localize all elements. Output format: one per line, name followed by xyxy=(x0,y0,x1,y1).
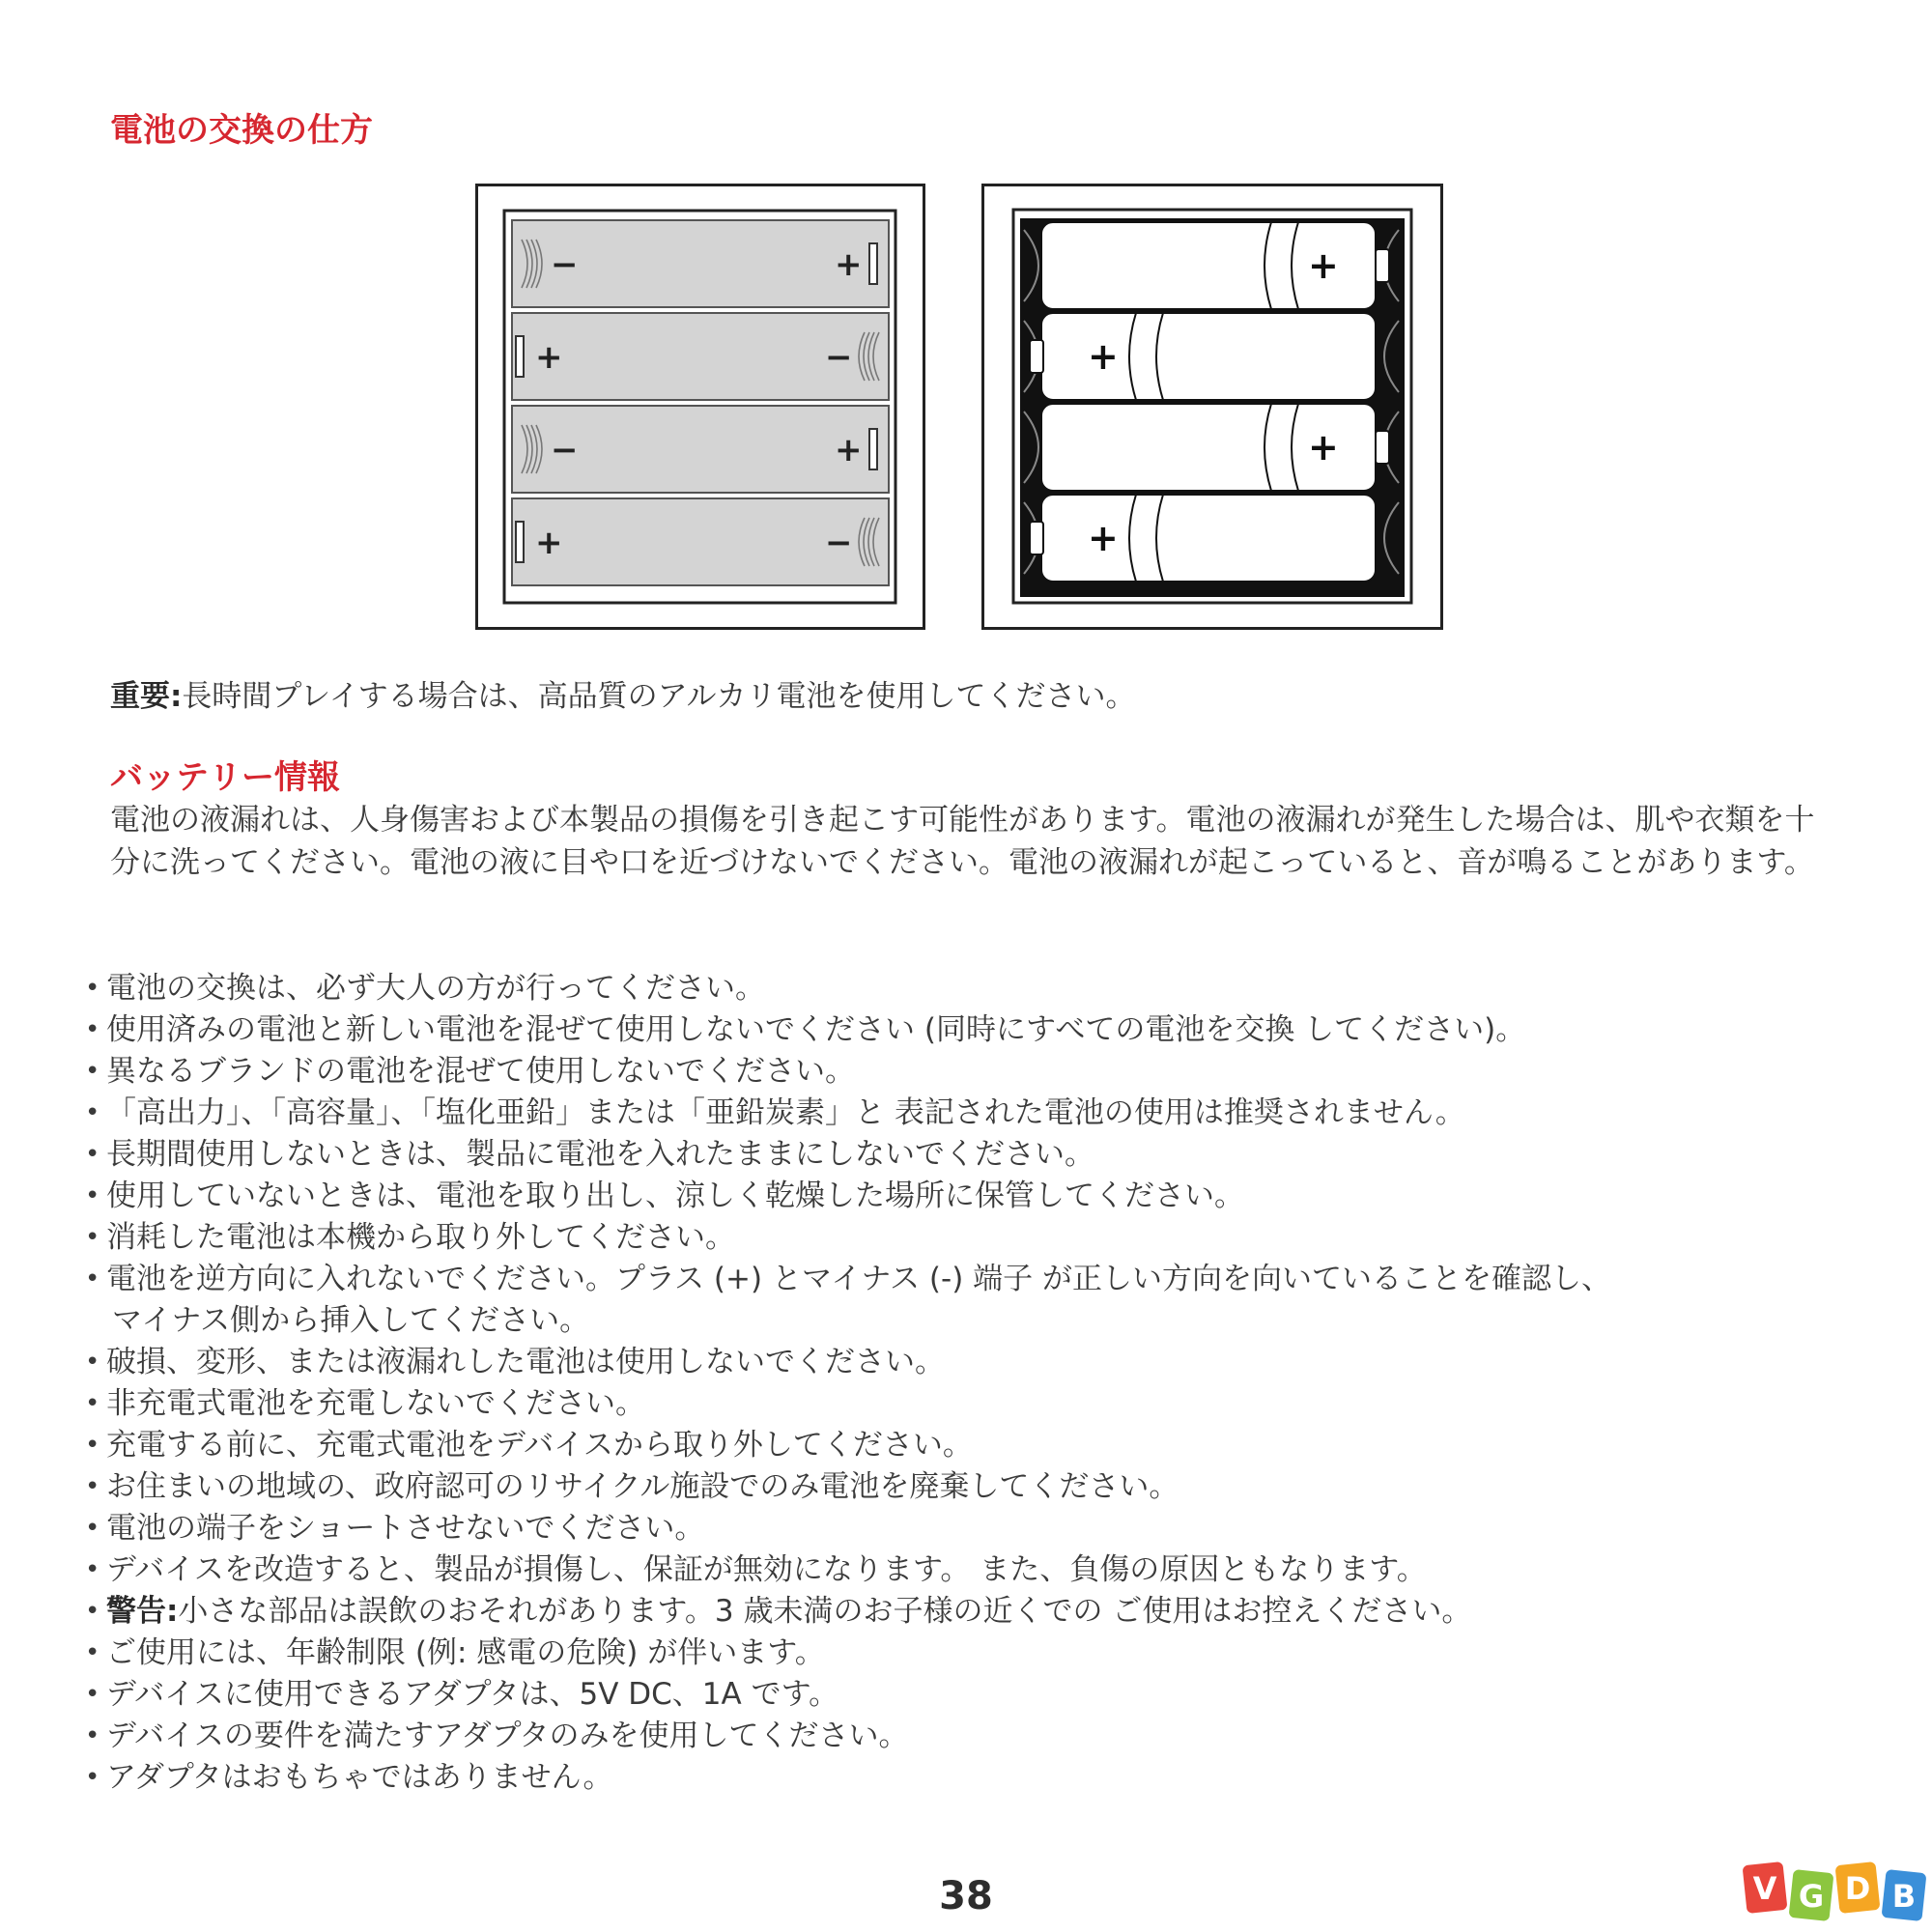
bullet-icon: • xyxy=(85,1264,100,1293)
bullet-icon: • xyxy=(85,1721,100,1750)
list-item-text: デバイスの要件を満たすアダプタのみを使用してください。 xyxy=(106,1719,909,1753)
battery xyxy=(1024,404,1399,491)
terminal-label: + xyxy=(1088,517,1119,559)
watermark-letter xyxy=(1743,1861,1788,1914)
list-item xyxy=(83,1674,1841,1716)
list-item xyxy=(83,1176,1841,1217)
battery-nub-icon xyxy=(1030,522,1043,554)
important-text: 長時間プレイする場合は、高品質のアルカリ電池を使用してください。 xyxy=(182,679,1136,714)
terminal-label: + xyxy=(535,338,563,377)
terminal-label: + xyxy=(1088,335,1119,378)
list-item-text: 消耗した電池は本機から取り外してください。 xyxy=(106,1220,735,1255)
list-item-text: 使用していないときは、電池を取り出し、涼しく乾燥した場所に保管してください。 xyxy=(106,1179,1244,1213)
list-item xyxy=(83,1466,1841,1508)
list-item-text: 電池の端子をショートさせないでください。 xyxy=(106,1511,705,1546)
terminal-label: + xyxy=(1308,244,1339,287)
terminal-label: + xyxy=(535,524,563,562)
bullet-icon: • xyxy=(85,1472,100,1501)
list-item-text: 異なるブランドの電池を混ぜて使用しないでください。 xyxy=(106,1054,855,1089)
list-item-text: アダプタはおもちゃではありません。 xyxy=(106,1760,613,1795)
important-note xyxy=(110,676,1135,717)
battery-slot xyxy=(512,406,889,493)
list-item xyxy=(83,1300,1841,1342)
watermark-letter xyxy=(1835,1861,1881,1914)
bullet-icon: • xyxy=(85,1431,100,1460)
bullet-icon: • xyxy=(85,1348,100,1377)
list-item xyxy=(83,1051,1841,1093)
battery-info-title: バッテリー情報 xyxy=(110,758,340,797)
important-label: 重要: xyxy=(110,679,183,714)
bullet-icon: • xyxy=(85,1389,100,1418)
list-item xyxy=(83,1134,1841,1176)
list-item-text: 電池の交換は、必ず大人の方が行ってください。 xyxy=(106,971,765,1006)
battery xyxy=(1024,313,1399,400)
warning-label: 警告: xyxy=(106,1594,179,1629)
list-item-text: 小さな部品は誤飲のおそれがあります。3 歳未満のお子様の近くでの ご使用はお控えください。 xyxy=(178,1594,1472,1629)
bullet-icon: • xyxy=(85,1763,100,1792)
list-item xyxy=(83,1549,1841,1591)
list-item xyxy=(83,968,1841,1009)
bullet-icon: • xyxy=(85,1514,100,1543)
list-item xyxy=(83,1716,1841,1757)
batteries-inserted-diagram xyxy=(981,184,1443,630)
watermark-letter xyxy=(1882,1869,1927,1921)
terminal-label: + xyxy=(835,431,863,469)
bullet-icon: • xyxy=(85,1098,100,1127)
svg-text:V: V xyxy=(1752,1870,1777,1907)
terminal-label: + xyxy=(1308,426,1339,469)
terminal-label: − xyxy=(551,245,579,284)
list-item-text: 「高出力」、「高容量」、「塩化亜鉛」または「亜鉛炭素」と 表記された電池の使用は推奨されません。 xyxy=(106,1095,1465,1130)
vgdb-watermark-logo xyxy=(1737,1858,1930,1925)
svg-text:G: G xyxy=(1798,1878,1825,1915)
bullet-icon: • xyxy=(85,1015,100,1044)
battery-rules-list xyxy=(83,968,1841,1799)
battery-nub-icon xyxy=(1030,340,1043,373)
list-item-text: 充電する前に、充電式電池をデバイスから取り外してください。 xyxy=(106,1428,973,1463)
list-item xyxy=(83,1383,1841,1425)
bullet-icon: • xyxy=(85,1223,100,1252)
list-item-text: マイナス側から挿入してください。 xyxy=(112,1303,590,1338)
battery xyxy=(1024,222,1399,309)
list-item xyxy=(83,1425,1841,1466)
bullet-icon: • xyxy=(85,974,100,1003)
terminal-label: + xyxy=(835,245,863,284)
list-item xyxy=(83,1217,1841,1259)
list-item xyxy=(83,1342,1841,1383)
battery-slot xyxy=(512,220,889,307)
bullet-icon: • xyxy=(85,1057,100,1086)
plate-terminal-icon xyxy=(869,429,877,469)
list-item xyxy=(83,1757,1841,1799)
list-item-text: 破損、変形、または液漏れした電池は使用しないでください。 xyxy=(106,1345,945,1379)
section-title: 電池の交換の仕方 xyxy=(110,111,373,150)
list-item-text: 電池を逆方向に入れないでください。プラス (+) とマイナス (-) 端子 が正しい方向を向いていることを確認し、 xyxy=(106,1262,1612,1296)
battery-compartment-diagram xyxy=(475,184,925,630)
bullet-icon: • xyxy=(85,1181,100,1210)
watermark-letter xyxy=(1789,1869,1834,1921)
list-item-text: 非充電式電池を充電しないでください。 xyxy=(106,1386,645,1421)
svg-text:B: B xyxy=(1891,1878,1917,1915)
list-item-text: 長期間使用しないときは、製品に電池を入れたままにしないでください。 xyxy=(106,1137,1094,1172)
bullet-icon: • xyxy=(85,1680,100,1709)
plate-terminal-icon xyxy=(869,243,877,284)
list-item xyxy=(83,1093,1841,1134)
list-item xyxy=(83,1259,1841,1300)
battery xyxy=(1024,495,1399,582)
list-item-text: お住まいの地域の、政府認可のリサイクル施設でのみ電池を廃棄してください。 xyxy=(106,1469,1179,1504)
battery-nub-icon xyxy=(1376,249,1389,282)
bullet-icon: • xyxy=(85,1638,100,1667)
battery-nub-icon xyxy=(1376,431,1389,464)
battery-slot xyxy=(512,498,889,585)
terminal-label: − xyxy=(551,431,579,469)
terminal-label: − xyxy=(825,338,853,377)
plate-terminal-icon xyxy=(516,522,524,562)
list-item xyxy=(83,1508,1841,1549)
battery-info-paragraph: 電池の液漏れは、人身傷害および本製品の損傷を引き起こす可能性があります。電池の液漏れが発生した場合は、肌や衣類を十分に洗ってください。電池の液に目や口を近づけないでください。電池の液漏れが起こっていると、音が鳴ることがあります。 xyxy=(110,803,1815,880)
terminal-label: − xyxy=(825,524,853,562)
bullet-icon: • xyxy=(85,1555,100,1584)
list-item xyxy=(83,1591,1841,1633)
battery-slot xyxy=(512,313,889,400)
list-item-text: デバイスを改造すると、製品が損傷し、保証が無効になります。 また、負傷の原因ともなります。 xyxy=(106,1552,1427,1587)
svg-text:D: D xyxy=(1844,1870,1871,1907)
page-number: 38 xyxy=(939,1874,993,1918)
bullet-icon: • xyxy=(85,1140,100,1169)
list-item xyxy=(83,1633,1841,1674)
plate-terminal-icon xyxy=(516,336,524,377)
bullet-icon: • xyxy=(85,1597,100,1626)
list-item-text: デバイスに使用できるアダプタは、5V DC、1A です。 xyxy=(106,1677,839,1712)
list-item-text: ご使用には、年齢制限 (例: 感電の危険) が伴います。 xyxy=(106,1635,825,1670)
list-item xyxy=(83,1009,1841,1051)
list-item-text: 使用済みの電池と新しい電池を混ぜて使用しないでください (同時にすべての電池を交換 してください)。 xyxy=(106,1012,1526,1047)
